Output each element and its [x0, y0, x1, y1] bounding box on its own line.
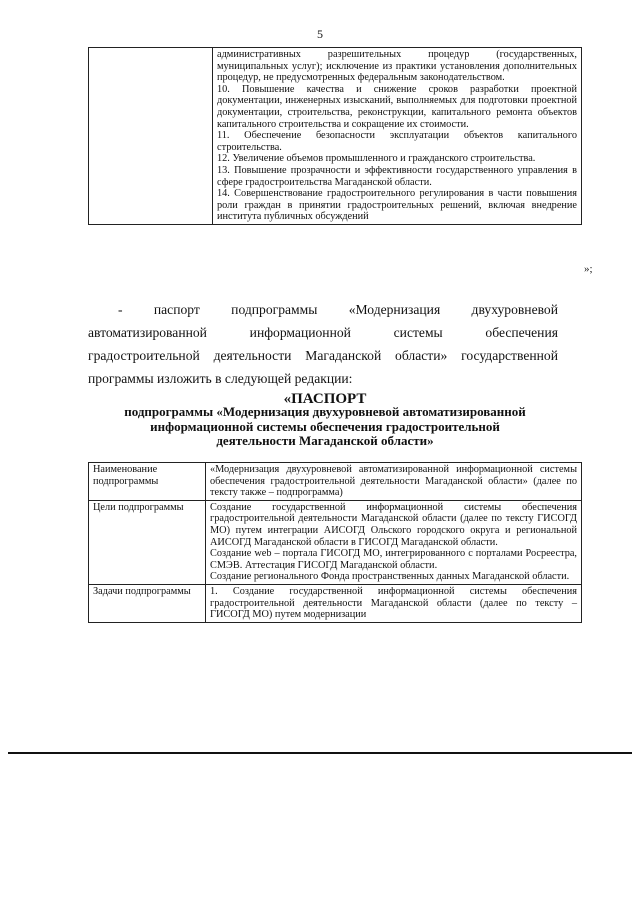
subtitle-line: деятельности Магаданской области»: [216, 433, 434, 448]
paragraph-line: - паспорт подпрограммы «Модернизация двухуровневой: [118, 302, 558, 317]
amendment-paragraph: [88, 298, 558, 390]
table1-para: 12. Увеличение объемов промышленного и гражданского строительства.: [217, 153, 536, 165]
page-bottom-rule: [8, 752, 632, 754]
passport-title: «ПАСПОРТ: [283, 391, 367, 407]
row-label: Цели подпрограммы: [89, 500, 206, 584]
subtitle-line: информационной системы обеспечения градостроительной: [150, 418, 500, 434]
table-row: [89, 584, 582, 622]
empty-left-cell: [89, 48, 213, 225]
paragraph-line: программы изложить в следующей редакции:: [88, 371, 353, 386]
table1-para: 10. Повышение качества и снижение сроков разработки проектной документации, инженерных изысканий, выполняемых для подготовки проектной документации, строительства, реконструкции, капитального ремонта объектов капитального строительства и сокращение их стоимости.: [217, 83, 577, 130]
continuation-table: [88, 47, 582, 225]
row-para: «Модернизация двухуровневой автоматизированной информационной системы обеспечения градостроительной деятельности Магаданской области» (далее по тексту также – подпрограмма): [210, 464, 577, 499]
table1-para: 13. Повышение прозрачности и эффективности государственного управления в сфере градостроительства Магаданской области.: [217, 164, 577, 188]
subtitle-line: подпрограммы «Модернизация двухуровневой автоматизированной: [124, 404, 526, 419]
table-row: [89, 463, 582, 501]
row-value: [206, 463, 582, 501]
closing-quote-mark: »;: [584, 263, 593, 275]
table1-para: 11. Обеспечение безопасности эксплуатации объектов капитального строительства.: [217, 130, 577, 153]
table1-para: административных разрешительных процедур (государственных, муниципальных услуг); исключение из практики установления дополнительных процедур, не предусмотренных федеральным законодательством.: [217, 49, 577, 84]
page-number: 5: [317, 27, 323, 41]
row-para: Создание регионального Фонда пространственных данных Магаданской области.: [210, 571, 570, 583]
paragraph-line: градостроительной деятельности Магаданской области» государственной: [88, 348, 558, 363]
objectives-cell: [213, 48, 582, 225]
passport-table: [88, 462, 582, 623]
table1-para: 14. Совершенствование градостроительного регулирования в части повышения роли граждан в принятии градостроительных решений, включая внедрение института публичных обсуждений: [217, 188, 577, 223]
table-row: [89, 500, 582, 584]
row-para: 1. Создание государственной информационной системы обеспечения градостроительной деятельности Магаданской области (далее по тексту – ГИСОГД МО) путем модернизации: [210, 585, 577, 621]
row-value: [206, 584, 582, 622]
row-value: [206, 500, 582, 584]
row-para: Создание web – портала ГИСОГД МО, интегрированного с порталами Росреестра, СМЭВ. Аттестация ГИСОГД Магаданской области.: [210, 548, 577, 571]
row-para: Создание государственной информационной системы обеспечения градостроительной деятельности Магаданской области (далее по тексту ГИСОГД МО) путем интеграции АИСОГД Ольского городского округа и региональной АИСОГД Магаданской области в ГИСОГД Магаданской области.: [210, 501, 577, 548]
passport-subtitle: [60, 405, 590, 449]
row-label: Задачи подпрограммы: [89, 584, 206, 622]
paragraph-line: автоматизированной информационной системы обеспечения: [88, 325, 558, 340]
row-label: Наименование подпрограммы: [89, 463, 206, 501]
